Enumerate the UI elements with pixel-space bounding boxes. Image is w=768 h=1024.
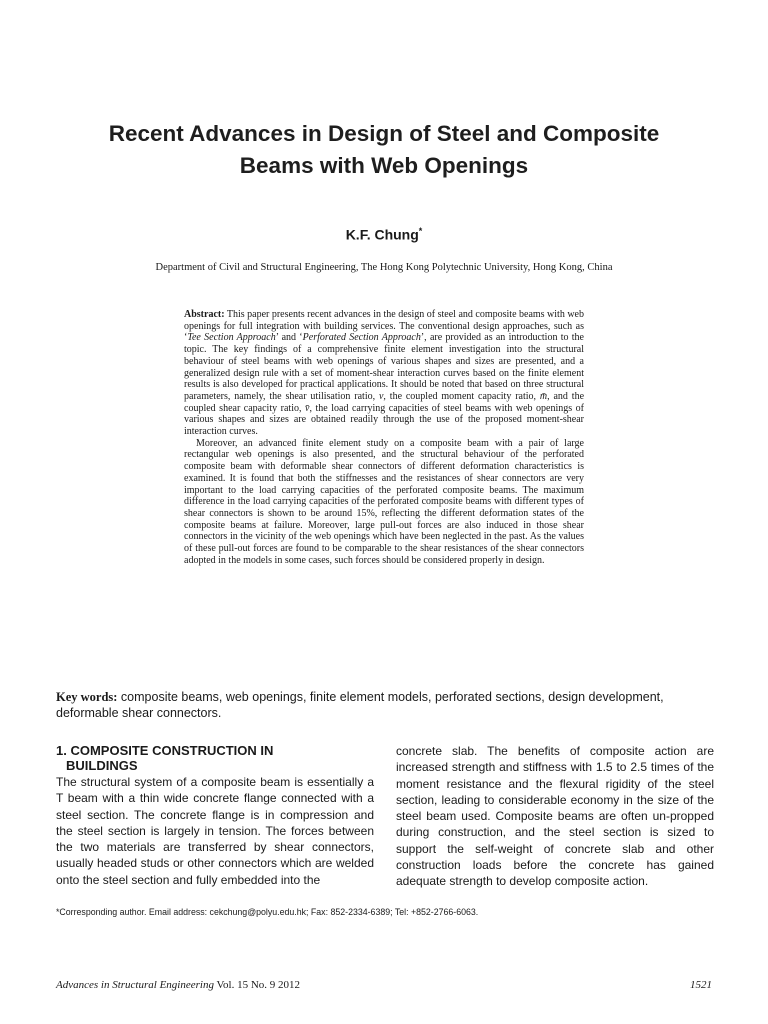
- author-mark: *: [418, 226, 423, 236]
- page-number: 1521: [690, 979, 712, 991]
- abstract: [184, 309, 584, 566]
- journal-citation: [56, 979, 300, 991]
- abstract-text: This paper presents recent advances in the design of steel and composite beams with web openings for full integration with building services. The conventional design approaches, such as ‘: [184, 309, 584, 344]
- section-heading-line-1: 1. COMPOSITE CONSTRUCTION IN: [56, 743, 274, 758]
- body-column-left: [56, 743, 374, 888]
- page-footer: [56, 979, 712, 991]
- footnote: *Corresponding author. Email address: cekchung@polyu.edu.hk; Fax: 852-2334-6389; Tel: +852-2766-6063.: [56, 907, 479, 917]
- section-heading-line-2: BUILDINGS: [66, 758, 138, 773]
- section-heading: [56, 743, 374, 773]
- math-symbol: ν: [378, 390, 384, 402]
- body-column-right: [396, 743, 714, 890]
- journal-name: Advances in Structural Engineering: [56, 979, 214, 991]
- abstract-text: , the load carrying capacities of steel beams with web openings of various shapes and sizes are obtained readily through the use of the proposed moment-shear interaction curves.: [184, 402, 584, 438]
- abstract-text: , and the coupled shear capacity ratio,: [184, 390, 585, 414]
- abstract-label: Abstract:: [184, 309, 225, 320]
- abstract-text: ’, are provided as an introduction to the topic. The key findings of a comprehensive finite element investigation into the structural behaviour of steel beams with web openings of various shapes and sizes are presented, and a generalized design rule with a set of moment-shear interaction curves based on the finite element results is also developed for practical applications. It should be noted that based on three structural parameters, namely, the shear utilisation ratio,: [184, 332, 584, 402]
- paper-title: [40, 118, 728, 182]
- math-symbol: v̄: [305, 402, 310, 414]
- author: [0, 226, 768, 243]
- abstract-text: , the coupled moment capacity ratio,: [383, 390, 540, 402]
- body-paragraph: The structural system of a composite beam is essentially a T beam with a thin wide concrete flange connected with a steel section. The concrete flange is in compression and the steel section is largely in tension. The forces between the two materials are transferred by shear connectors, usually headed studs or other connectors which are welded onto the steel section and fully embedded into the: [56, 775, 374, 887]
- abstract-emphasis: Tee Section Approach: [187, 332, 276, 344]
- author-name: K.F. Chung: [345, 226, 419, 243]
- abstract-paragraph-1: [184, 309, 584, 438]
- affiliation: Department of Civil and Structural Engineering, The Hong Kong Polytechnic University, Hong Kong, China: [155, 262, 613, 273]
- journal-volume: Vol. 15 No. 9 2012: [213, 979, 301, 991]
- abstract-paragraph-2: Moreover, an advanced finite element study on a composite beam with a pair of large rectangular web openings is also presented, and the structural behaviour of the perforated composite beam with deformable shear connectors of different deformation characteristics is examined. It is found that both the stiffnesses and the resistances of shear connectors are very important to the load carrying capacities of the perforated composite beams. The maximum difference in the load carrying capacities of the perforated composite beams with different types of shear connectors is shown to be around 15%, reflecting the different deformation states of the composite beams at failure. Moreover, large pull-out forces are also induced in those shear connectors in the vicinity of the web openings which have been neglected in the past. As the values of these pull-out forces are found to be comparable to the shear resistances of the shear connectors adopted in the models in some cases, such forces should be considered properly in design.: [184, 437, 584, 566]
- math-symbol: m̄: [539, 390, 548, 402]
- keywords-text: composite beams, web openings, finite element models, perforated sections, design development, deformable shear connectors.: [56, 690, 664, 720]
- keywords-label: Key words:: [56, 690, 118, 704]
- title-line-1: Recent Advances in Design of Steel and Composite: [108, 121, 660, 146]
- title-line-2: Beams with Web Openings: [239, 153, 529, 178]
- abstract-emphasis: Perforated Section Approach: [302, 332, 421, 344]
- body-paragraph: concrete slab. The benefits of composite action are increased strength and stiffness with 1.5 to 2.5 times of the moment resistance and the flexural rigidity of the steel section, leading to considerable economy in the size of the steel beam used. Composite beams are often un-propped during construction, and the steel section is sized to support the self-weight of concrete slab and other construction loads before the concrete has gained adequate strength to develop composite action.: [396, 744, 714, 889]
- abstract-text: ’ and ‘: [275, 332, 303, 344]
- keywords: [56, 689, 716, 721]
